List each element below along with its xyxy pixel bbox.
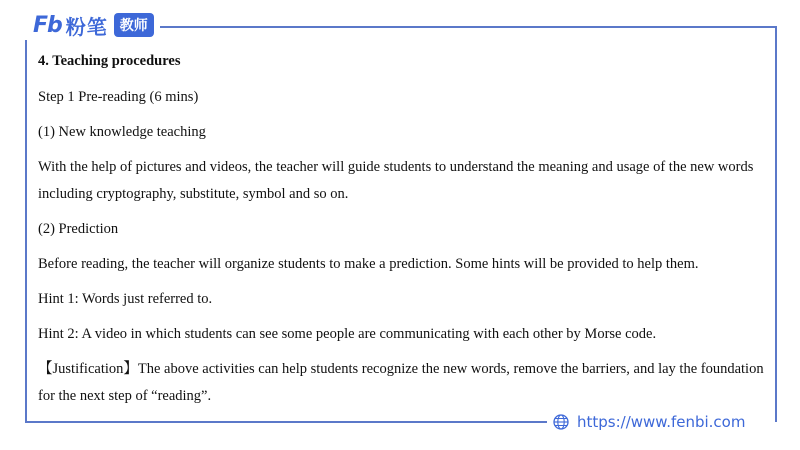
step-title: Step 1 Pre-reading (6 mins): [38, 89, 199, 105]
document-body: [38, 50, 768, 418]
footer-website[interactable]: [553, 410, 745, 434]
globe-icon: [553, 414, 569, 430]
hint-2: Hint 2: A video in which students can see some people are communicating with each other by Morse code.: [38, 326, 657, 342]
logo-brand-text: 粉笔: [65, 14, 108, 39]
fenbi-logo: [33, 10, 154, 40]
frame-left-line: [25, 40, 27, 423]
subsection-new-knowledge: (1) New knowledge teaching: [38, 124, 206, 140]
frame-top-line: [160, 26, 776, 28]
logo-mark: Fb: [33, 12, 62, 38]
logo-badge: 教师: [114, 13, 154, 37]
subsection-prediction: (2) Prediction: [38, 221, 119, 237]
prediction-paragraph: Before reading, the teacher will organize students to make a prediction. Some hints will be provided to help them.: [38, 256, 699, 272]
footer-url-text: https://www.fenbi.com: [577, 413, 746, 431]
section-heading: 4. Teaching procedures: [38, 53, 181, 69]
frame-right-line: [775, 26, 777, 422]
frame-bottom-line: [25, 421, 547, 423]
justification-paragraph: 【Justification】The above activities can help students recognize the new words, remove the barriers, and lay the foundation for the next step of “reading”.: [38, 361, 764, 404]
new-knowledge-paragraph: With the help of pictures and videos, the teacher will guide students to understand the meaning and usage of the new words including cryptography, substitute, symbol and so on.: [38, 159, 754, 202]
hint-1: Hint 1: Words just referred to.: [38, 291, 213, 307]
